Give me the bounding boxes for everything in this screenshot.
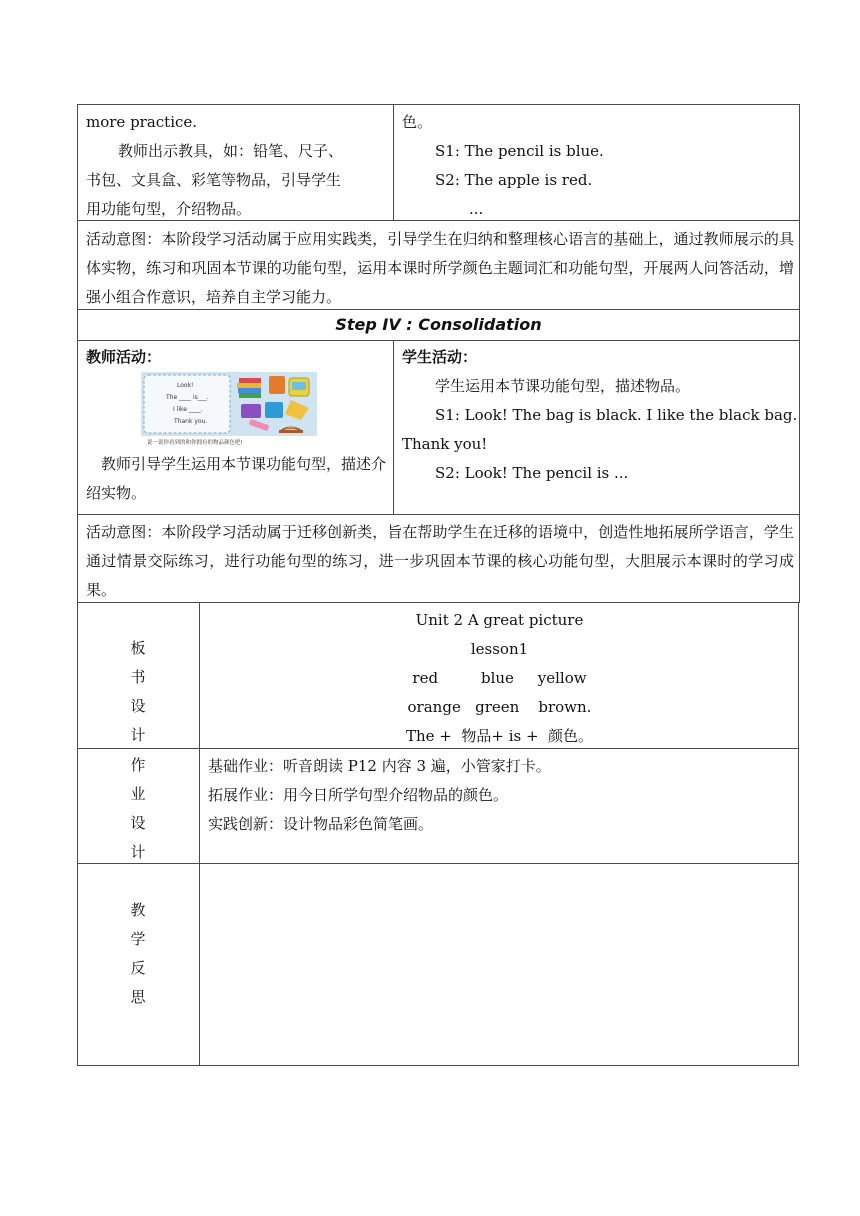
label-char: 书 <box>130 668 146 686</box>
text-line: S1: Look! The bag is black. I like the black bag. <box>435 406 798 424</box>
label-char: 反 <box>130 959 146 977</box>
worksheet-illustration <box>141 372 317 447</box>
row-divider <box>77 340 800 341</box>
label-char: 作 <box>130 756 146 774</box>
text-line: 书包、文具盒、彩笔等物品，引导学生 <box>86 171 342 189</box>
board-lesson: lesson1 <box>470 640 529 658</box>
text-line: 学生运用本节课功能句型，描述物品。 <box>435 377 691 395</box>
label-char: 思 <box>130 988 146 1006</box>
frame-line-2: The ____ is___. <box>166 394 209 401</box>
label-char: 学 <box>130 930 146 948</box>
homework-extended: 拓展作业：用今日所学句型介绍物品的颜色。 <box>208 786 509 804</box>
homework-basic: 基础作业：听音朗读 P12 内容 3 遍，小管家打卡。 <box>208 757 551 775</box>
label-char: 计 <box>130 843 146 861</box>
frame-line-1: Look! <box>177 382 194 389</box>
label-char: 设 <box>130 814 146 832</box>
label-char: 业 <box>130 785 146 803</box>
frame-line-3: I like ____. <box>173 406 203 413</box>
student-activity-cell <box>402 343 798 488</box>
text-line: more practice. <box>86 113 198 131</box>
homework-label <box>77 751 199 867</box>
row-divider <box>77 514 800 515</box>
board-colors-2: orange green brown. <box>407 698 592 716</box>
text-line: ... <box>469 200 484 218</box>
step-title: Step IV : Consolidation <box>335 315 542 334</box>
worksheet-image <box>141 372 317 447</box>
col-divider <box>393 104 394 220</box>
label-char: 设 <box>130 697 146 715</box>
frame-line-4: Thank you. <box>174 418 208 425</box>
illustration-caption: 说一说你看到的和你拥有的物品颜色吧! <box>147 440 243 446</box>
board-design-label <box>77 634 199 750</box>
student-activity-heading: 学生活动： <box>402 348 478 366</box>
text-line: S2: The apple is red. <box>435 171 593 189</box>
teacher-activity-heading: 教师活动： <box>86 348 162 366</box>
teacher-activity-text: 教师引导学生运用本节课功能句型，描述介绍实物。 <box>86 455 387 502</box>
col-divider <box>393 340 394 514</box>
practice-teacher-cell <box>86 108 388 224</box>
board-design-content <box>200 606 799 751</box>
text-line: 用功能句型，介绍物品。 <box>86 200 252 218</box>
activity-intent-2: 活动意图：本阶段学习活动属于迁移创新类，旨在帮助学生在迁移的语境中，创造性地拓展所学语言，学生通过情景交际练习，进行功能句型的练习，进一步巩固本节课的核心功能句型，大胆展示本课时的学习成果。 <box>86 523 794 599</box>
text-line: 色。 <box>402 113 433 131</box>
board-pattern: The + 物品+ is + 颜色。 <box>405 727 594 745</box>
board-title: Unit 2 A great picture <box>415 611 584 629</box>
label-char: 教 <box>130 901 146 919</box>
board-colors-1: red blue yellow <box>412 669 587 687</box>
text-line: S1: The pencil is blue. <box>435 142 604 160</box>
teacher-activity-cell <box>86 343 388 372</box>
text-line: S2: Look! The pencil is ... <box>435 464 629 482</box>
text-line: 教师出示教具，如：铅笔、尺子、 <box>118 142 344 160</box>
text-line: Thank you! <box>402 435 488 453</box>
label-char: 板 <box>130 639 146 657</box>
reflection-label <box>77 896 199 1012</box>
practice-student-cell <box>402 108 794 224</box>
homework-content <box>208 752 793 839</box>
label-char: 计 <box>130 726 146 744</box>
homework-practice: 实践创新：设计物品彩色简笔画。 <box>208 815 434 833</box>
reflection-content <box>200 864 799 1066</box>
activity-intent-1: 活动意图：本阶段学习活动属于应用实践类，引导学生在归纳和整理核心语言的基础上，通过教师展示的具体实物，练习和巩固本节课的功能句型，运用本课时所学颜色主题词汇和功能句型，开展两人问答活动，增强小组合作意识，培养自主学习能力。 <box>86 230 794 306</box>
